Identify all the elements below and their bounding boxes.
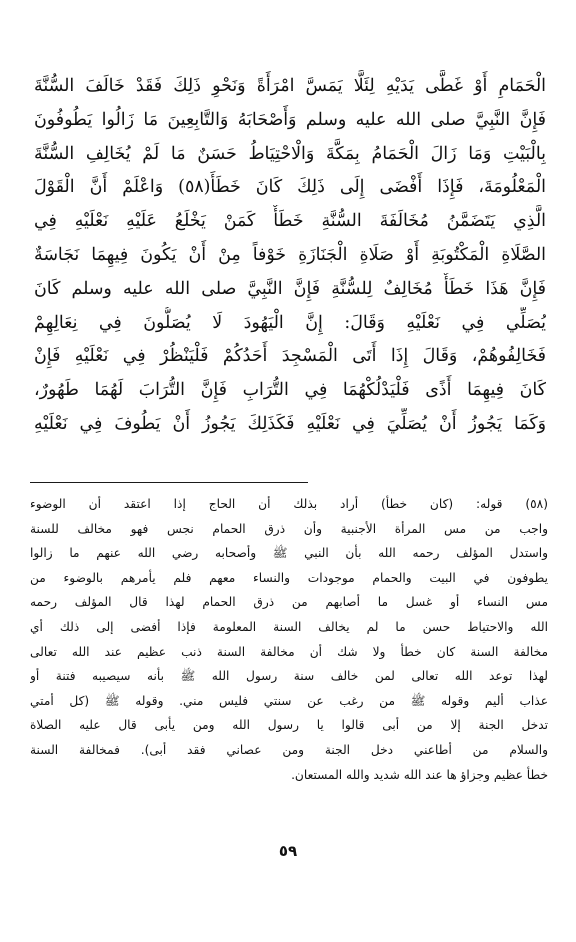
footnote-line: مس النساء أو غسل ما أصابهم من ذرق الحمام لهذا قال المؤلف رحمه: [30, 595, 548, 610]
main-text-line: بِالْبَيْتِ وَمَا زَالَ الْحَمَامُ بِمَكَّةَ وَالْاحْتِيَاطُ حَسَنٌ مَا لَمْ يُخَالِفِ السُّنَّةَ: [34, 143, 546, 164]
main-text-line: فَخَالِفُوهُمْ، وَقَالَ إِذَا أَتَى الْمَسْجِدَ أَحَدُكُمْ فَلْيَنْظُرْ فِي نَعْلَيْهِ فَإِنْ: [34, 346, 546, 367]
main-text-line: فَإِنَّ النَّبِيَّ صلى الله عليه وسلم وَأَصْحَابَهُ وَالتَّابِعِينَ مَا زَالُوا يَطُوفُونَ: [34, 109, 546, 130]
main-text-line: الَّذِي يَتَضَمَّنُ مُخَالَفَةَ السُّنَّةِ خَطَأٌ كَمَنْ يَخْلَعُ عَلَيْهِ نَعْلَيْهِ فِي: [34, 211, 546, 232]
footnote-line: خطأ عظيم وجزاؤ ها عند الله شديد والله المستعان.: [291, 767, 548, 782]
footnote-line: تدخل الجنة إلا من أبى قالوا يا رسول الله ومن يأبى قال عليه الصلاة: [30, 718, 548, 733]
footnote-line: والسلام من أطاعني دخل الجنة ومن عصاني فقد أبى). فمخالفة السنة: [30, 742, 548, 757]
main-text-body: [34, 70, 546, 442]
footnote-line: واجب من مس المرأة الأجنبية وأن ذرق الحمام نجس فهو مخالف للسنة: [30, 521, 548, 536]
main-text-line: الصَّلَاةِ الْمَكْتُوبَةِ أَوْ صَلَاةِ الْجَنَازَةِ خَوْفاً مِنْ أَنْ يَكُونَ فِيهِمَا نَجَاسَةٌ: [34, 244, 546, 265]
main-text-line: الْحَمَامِ أَوْ غَطَّى يَدَيْهِ لِئَلَّا يَمَسَّ امْرَأَةً وَنَحْوِ ذَلِكَ فَقَدْ خَالَفَ السُّنَّةَ: [34, 76, 546, 96]
footnotes-section: [30, 492, 548, 787]
main-text-line: وَكَمَا يَجُوزُ أَنْ يُصَلِّيَ فِي نَعْلَيْهِ فَكَذَلِكَ يَجُوزُ أَنْ يَطُوفَ فِي نَعْلَيْهِ: [34, 413, 546, 434]
page-number: ٥٩: [278, 842, 298, 860]
footnote-line: يطوفون في البيت والحمام موجودات والنساء معهم فلم يأمرهم بالوضوء من: [30, 570, 548, 585]
main-text-line: فَإِنَّ هَذَا خَطَأٌ مُخَالِفٌ لِلسُّنَّةِ فَإِنَّ النَّبِيَّ صلى الله عليه وسلم كَانَ: [34, 278, 546, 299]
footnote-line: مخالفة السنة كان خطأ ولا شك أن مخالفة السنة ذنب عظيم عند الله تعالى: [30, 644, 548, 659]
footnote-divider: [30, 482, 308, 483]
footnote-line: لهذا توعد الله تعالى لمن خالف سنة رسول الله ﷺ بأنه سيصيبه فتنة أو: [30, 669, 548, 684]
footnote-line: واستدل المؤلف رحمه الله بأن النبي ﷺ وأصحابه رضي الله عنهم ما زالوا: [30, 546, 548, 561]
footnote-line: (٥٨) قوله: (كان خطأ) أراد بذلك أن الحاج إذا اعتقد أن الوضوء: [30, 497, 548, 511]
main-text-line: يُصَلِّي فِي نَعْلَيْهِ وَقَالَ: إِنَّ الْيَهُودَ لَا يُصَلُّونَ فِي نِعَالِهِمْ: [34, 312, 546, 333]
footnote-line: الله والاحتياط حسن ما لم يخالف السنة المعلومة فإذا أفضى إلى ذلك أي: [30, 619, 548, 634]
main-text-line: كَانَ فِيهِمَا أَذًى فَلْيَدْلُكْهُمَا فِي التُّرَابِ فَإِنَّ التُّرَابَ لَهُمَا طَهُورٌ،: [34, 380, 546, 401]
footnote-line: عذاب أليم وقوله ﷺ من رغب عن سنتي فليس مني. وقوله ﷺ (كل أمتي: [30, 693, 548, 708]
main-text-line: الْمَعْلُومَةَ، فَإِذَا أَفْضَى إِلَى ذَلِكَ كَانَ خَطَأً(٥٨) وَاعْلَمْ أَنَّ الْقَوْلَ: [34, 177, 546, 198]
